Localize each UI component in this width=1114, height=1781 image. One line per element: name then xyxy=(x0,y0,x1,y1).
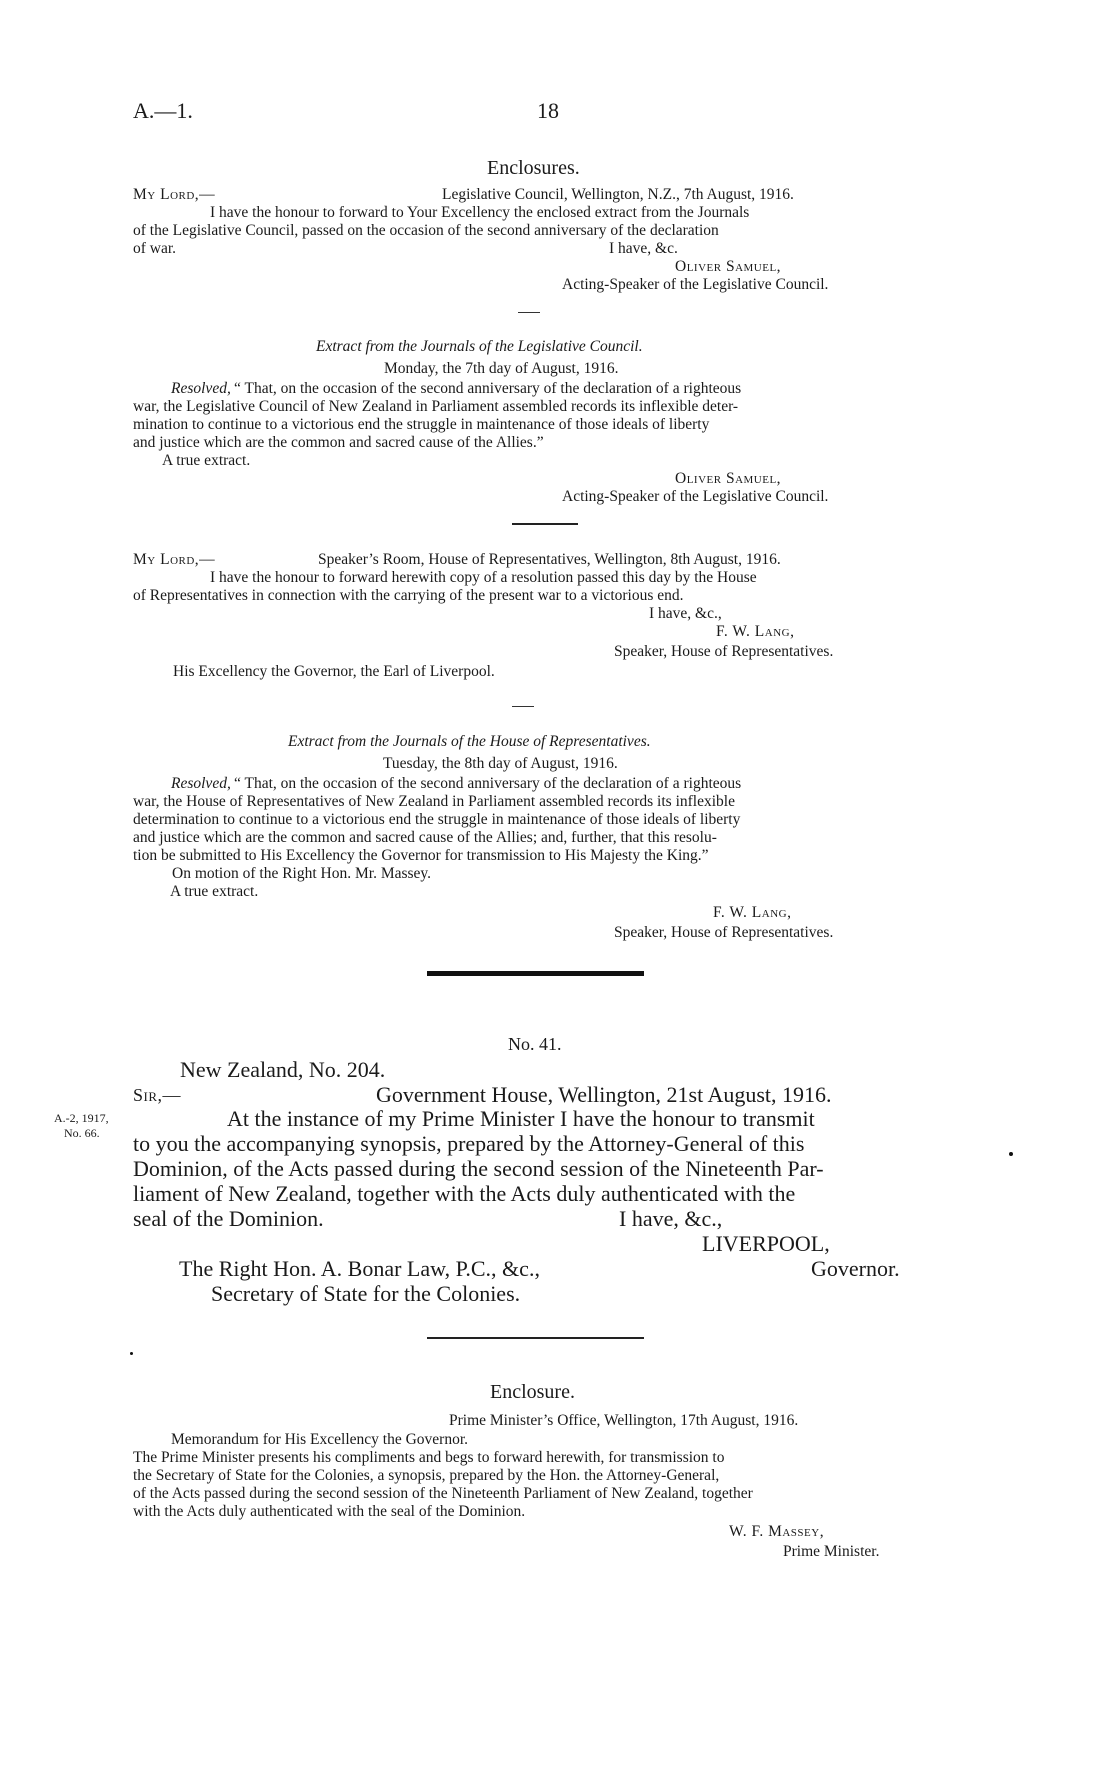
letter2-line: I have the honour to forward herewith copy of a resolution passed this day by the House xyxy=(210,569,757,586)
extract2-line: and justice which are the common and sacred cause of the Allies; and, further, that this resolu- xyxy=(133,829,717,846)
extract1-resolved: Resolved, xyxy=(171,380,231,397)
letter1-line: of war. xyxy=(133,240,177,257)
ink-speck xyxy=(130,1352,133,1355)
enclosure-memo: Memorandum for His Excellency the Governor. xyxy=(171,1431,468,1448)
letter2-dateline: Speaker’s Room, House of Representatives, Wellington, 8th August, 1916. xyxy=(318,551,781,568)
letter1-closing: I have, &c. xyxy=(609,240,678,257)
extract2-true-extract: A true extract. xyxy=(170,883,259,900)
letter2-closing: I have, &c., xyxy=(649,605,722,622)
despatch-line: liament of New Zealand, together with the Acts duly authenticated with the xyxy=(133,1181,796,1206)
letter1-dateline: Legislative Council, Wellington, N.Z., 7th August, 1916. xyxy=(442,186,794,203)
despatch-closing: I have, &c., xyxy=(619,1206,723,1231)
divider xyxy=(512,523,578,525)
despatch-addressee: Secretary of State for the Colonies. xyxy=(211,1281,521,1306)
letter1-line: I have the honour to forward to Your Excellency the enclosed extract from the Journals xyxy=(210,204,750,221)
margin-note: A.-2, 1917, xyxy=(54,1111,109,1125)
despatch-line: seal of the Dominion. xyxy=(133,1206,324,1231)
extract2-title: Speaker, House of Representatives. xyxy=(614,924,834,941)
letter1-line: of the Legislative Council, passed on the occasion of the second anniversary of the declaration xyxy=(133,222,719,239)
ink-speck xyxy=(1009,1152,1013,1156)
letter1-signature: Oliver Samuel, xyxy=(675,258,782,275)
enclosure-line: with the Acts duly authenticated with the seal of the Dominion. xyxy=(133,1503,526,1520)
extract2-line: tion be submitted to His Excellency the Governor for transmission to His Majesty the King.” xyxy=(133,847,709,864)
margin-note: No. 66. xyxy=(64,1126,100,1140)
enclosure-title: Prime Minister. xyxy=(783,1543,880,1560)
despatch-number: No. 41. xyxy=(508,1034,562,1054)
divider xyxy=(512,706,534,707)
extract1-line: “ That, on the occasion of the second anniversary of the declaration of a righteous xyxy=(234,380,742,397)
extract2-line: “ That, on the occasion of the second anniversary of the declaration of a righteous xyxy=(234,775,742,792)
section-divider xyxy=(427,1337,644,1339)
divider xyxy=(518,312,540,313)
extract1-true-extract: A true extract. xyxy=(162,452,251,469)
extract2-resolved: Resolved, xyxy=(171,775,231,792)
extract1-line: mination to continue to a victorious end the struggle in maintenance of those ideals of liberty xyxy=(133,416,710,433)
despatch-line: Dominion, of the Acts passed during the second session of the Nineteenth Par- xyxy=(133,1156,824,1181)
extract2-date: Tuesday, the 8th day of August, 1916. xyxy=(383,755,618,772)
despatch-series: New Zealand, No. 204. xyxy=(180,1057,386,1082)
enclosure-dateline: Prime Minister’s Office, Wellington, 17th August, 1916. xyxy=(449,1412,799,1429)
despatch-dateline: Government House, Wellington, 21st August, 1916. xyxy=(376,1082,832,1107)
extract2-signature: F. W. Lang, xyxy=(713,904,792,921)
extract2-line: determination to continue to a victorious end the struggle in maintenance of those ideals of liberty xyxy=(133,811,741,828)
extract1-line: and justice which are the common and sacred cause of the Allies.” xyxy=(133,434,544,451)
enclosure-signature: W. F. Massey, xyxy=(729,1523,825,1540)
enclosure-line: The Prime Minister presents his compliments and begs to forward herewith, for transmission to xyxy=(133,1449,725,1466)
extract2-motion: On motion of the Right Hon. Mr. Massey. xyxy=(172,865,432,882)
despatch-line: At the instance of my Prime Minister I have the honour to transmit xyxy=(227,1106,815,1131)
extract2-line: war, the House of Representatives of New Zealand in Parliament assembled records its inflexible xyxy=(133,793,735,810)
despatch-salutation: Sir,— xyxy=(133,1085,182,1105)
enclosure-line: the Secretary of State for the Colonies, a synopsis, prepared by the Hon. the Attorney-General, xyxy=(133,1467,720,1484)
extract1-line: war, the Legislative Council of New Zealand in Parliament assembled records its inflexible deter- xyxy=(133,398,739,415)
extract1-heading: Extract from the Journals of the Legislative Council. xyxy=(316,338,643,355)
letter2-addressee: His Excellency the Governor, the Earl of Liverpool. xyxy=(173,663,495,680)
letter1-salutation: My Lord,— xyxy=(133,186,216,203)
despatch-addressee: The Right Hon. A. Bonar Law, P.C., &c., xyxy=(179,1256,540,1281)
extract1-date: Monday, the 7th day of August, 1916. xyxy=(384,360,619,377)
enclosures-heading: Enclosures. xyxy=(487,157,580,179)
despatch-title: Governor. xyxy=(811,1256,900,1281)
section-divider xyxy=(427,971,644,976)
letter2-signature: F. W. Lang, xyxy=(716,623,795,640)
letter2-salutation: My Lord,— xyxy=(133,551,216,568)
letter2-line: of Representatives in connection with the carrying of the present war to a victorious end. xyxy=(133,587,684,604)
letter1-title: Acting-Speaker of the Legislative Council. xyxy=(562,276,829,293)
extract1-title: Acting-Speaker of the Legislative Council. xyxy=(562,488,829,505)
enclosure-line: of the Acts passed during the second session of the Nineteenth Parliament of New Zealand, together xyxy=(133,1485,753,1502)
despatch-line: to you the accompanying synopsis, prepared by the Attorney-General of this xyxy=(133,1131,805,1156)
page-reference: A.—1. xyxy=(133,98,193,123)
enclosure-heading: Enclosure. xyxy=(490,1381,575,1403)
page-number: 18 xyxy=(537,98,559,123)
extract2-heading: Extract from the Journals of the House of Representatives. xyxy=(288,733,651,750)
extract1-signature: Oliver Samuel, xyxy=(675,470,782,487)
despatch-signature: LIVERPOOL, xyxy=(702,1231,830,1256)
letter2-title: Speaker, House of Representatives. xyxy=(614,643,834,660)
